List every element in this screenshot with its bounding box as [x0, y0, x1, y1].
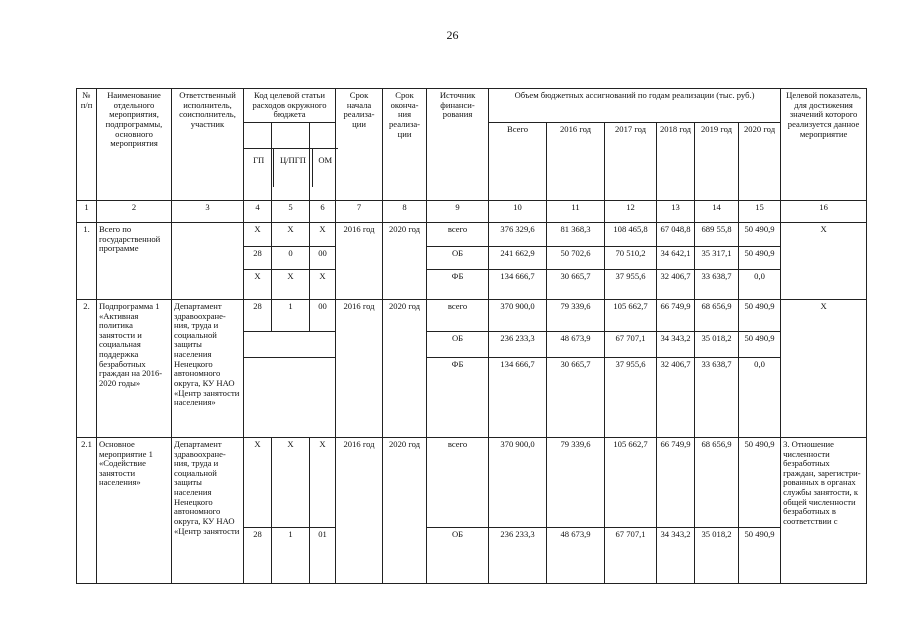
column-number: 13 — [657, 200, 695, 222]
header-row-1 — [77, 89, 867, 123]
value-2018: 67 048,8 — [657, 222, 695, 246]
value-2017: 67 707,1 — [605, 527, 657, 583]
column-number: 3 — [172, 200, 244, 222]
target-indicator: X — [781, 299, 867, 437]
value-2020: 50 490,9 — [739, 246, 781, 269]
value-2019: 68 656,9 — [695, 437, 739, 527]
column-number: 14 — [695, 200, 739, 222]
code-gp-header: ГП — [244, 149, 274, 187]
value-2020: 50 490,9 — [739, 437, 781, 527]
column-number: 9 — [427, 200, 489, 222]
funding-source: ОБ — [427, 527, 489, 583]
value-total: 134 666,7 — [489, 269, 547, 299]
table-row — [77, 299, 867, 331]
value-2019: 689 55,8 — [695, 222, 739, 246]
funding-source: всего — [427, 437, 489, 527]
budget-table — [76, 88, 867, 584]
value-2019: 35 317,1 — [695, 246, 739, 269]
column-number: 6 — [310, 200, 336, 222]
code-gp: 28 — [244, 299, 272, 331]
code-cpgp: X — [272, 437, 310, 527]
value-2020: 50 490,9 — [739, 527, 781, 583]
column-number: 7 — [336, 200, 383, 222]
value-2020: 50 490,9 — [739, 331, 781, 357]
value-2016: 79 339,6 — [547, 437, 605, 527]
column-number: 8 — [383, 200, 427, 222]
value-2020: 0,0 — [739, 357, 781, 437]
header-name: Наименование отдельного мероприятия, подпрограммы, основного мероприятия — [97, 89, 172, 201]
row-name: Подпрограмма 1 «Активная политика занятости и социальная поддержка безработных граждан на 2016-2020 годы» — [97, 299, 172, 437]
column-number: 16 — [781, 200, 867, 222]
header-num: № п/п — [77, 89, 97, 201]
row-executor: Департамент здравоохране-ния, труда и социальной защиты населения Ненецкого автономного округа, КУ НАО «Центр занятости — [172, 437, 244, 583]
header-source: Источник финанси-рования — [427, 89, 489, 201]
header-executor: Ответственный исполнитель, соисполнитель, участник — [172, 89, 244, 201]
value-2017: 37 955,6 — [605, 357, 657, 437]
code-cpgp: 1 — [272, 299, 310, 331]
value-total: 370 900,0 — [489, 299, 547, 331]
row-number: 1. — [77, 222, 97, 299]
row-number: 2.1 — [77, 437, 97, 583]
value-2017: 67 707,1 — [605, 331, 657, 357]
code-om: X — [310, 269, 336, 299]
header-code-group: Код целевой статьи расходов окружного бюджета — [244, 89, 336, 123]
target-indicator: X — [781, 222, 867, 299]
code-gp: 28 — [244, 527, 272, 583]
column-number: 11 — [547, 200, 605, 222]
start-year: 2016 год — [336, 299, 383, 437]
row-name: Всего по государственной программе — [97, 222, 172, 299]
value-total: 370 900,0 — [489, 437, 547, 527]
value-2020: 50 490,9 — [739, 299, 781, 331]
row-number: 2. — [77, 299, 97, 437]
funding-source: ОБ — [427, 246, 489, 269]
funding-source: всего — [427, 222, 489, 246]
code-cpgp-header: Ц/ПГП — [274, 149, 312, 187]
header-2016: 2016 год — [547, 122, 605, 200]
funding-source: ОБ — [427, 331, 489, 357]
column-number: 12 — [605, 200, 657, 222]
column-number: 4 — [244, 200, 272, 222]
code-gp: X — [244, 269, 272, 299]
code-cpgp: X — [272, 222, 310, 246]
header-target: Целевой показатель, для достижения значений которого реализуется данное мероприятие — [781, 89, 867, 201]
value-2017: 105 662,7 — [605, 299, 657, 331]
value-2018: 32 406,7 — [657, 269, 695, 299]
value-2019: 33 638,7 — [695, 269, 739, 299]
value-2017: 70 510,2 — [605, 246, 657, 269]
value-2018: 66 749,9 — [657, 299, 695, 331]
value-2018: 32 406,7 — [657, 357, 695, 437]
table-row — [77, 437, 867, 527]
value-total: 236 233,3 — [489, 331, 547, 357]
column-numbers-row — [77, 200, 867, 222]
value-2020: 0,0 — [739, 269, 781, 299]
value-total: 241 662,9 — [489, 246, 547, 269]
page-number: 26 — [446, 28, 459, 42]
value-total: 134 666,7 — [489, 357, 547, 437]
column-number: 5 — [272, 200, 310, 222]
value-2019: 33 638,7 — [695, 357, 739, 437]
funding-source: ФБ — [427, 269, 489, 299]
value-2016: 79 339,6 — [547, 299, 605, 331]
column-number: 15 — [739, 200, 781, 222]
value-2017: 105 662,7 — [605, 437, 657, 527]
value-2019: 68 656,9 — [695, 299, 739, 331]
code-cpgp: 0 — [272, 246, 310, 269]
code-gp: X — [244, 222, 272, 246]
value-total: 236 233,3 — [489, 527, 547, 583]
table-row — [77, 222, 867, 246]
code-om: X — [310, 437, 336, 527]
value-total: 376 329,6 — [489, 222, 547, 246]
value-2017: 37 955,6 — [605, 269, 657, 299]
start-year: 2016 год — [336, 437, 383, 583]
value-2019: 35 018,2 — [695, 331, 739, 357]
column-number: 10 — [489, 200, 547, 222]
code-om: X — [310, 222, 336, 246]
start-year: 2016 год — [336, 222, 383, 299]
code-om: 00 — [310, 246, 336, 269]
row-executor: Департамент здравоохране-ния, труда и социальной защиты населения Ненецкого автономного округа, КУ НАО «Центр занятости населения» — [172, 299, 244, 437]
code-gp: X — [244, 437, 272, 527]
row-executor — [172, 222, 244, 299]
value-2020: 50 490,9 — [739, 222, 781, 246]
value-2019: 35 018,2 — [695, 527, 739, 583]
header-start: Срок начала реализа-ции — [336, 89, 383, 201]
value-2016: 50 702,6 — [547, 246, 605, 269]
value-2016: 81 368,3 — [547, 222, 605, 246]
code-om: 01 — [310, 527, 336, 583]
value-2016: 48 673,9 — [547, 527, 605, 583]
end-year: 2020 год — [383, 437, 427, 583]
value-2018: 34 343,2 — [657, 331, 695, 357]
header-2020: 2020 год — [739, 122, 781, 200]
code-cpgp: 1 — [272, 527, 310, 583]
column-number: 1 — [77, 200, 97, 222]
header-2017: 2017 год — [605, 122, 657, 200]
code-gp: 28 — [244, 246, 272, 269]
code-cpgp: X — [272, 269, 310, 299]
row-name: Основное мероприятие 1 «Содействие занятости населения» — [97, 437, 172, 583]
header-end: Срок оконча-ния реализа-ции — [383, 89, 427, 201]
end-year: 2020 год — [383, 222, 427, 299]
header-2019: 2019 год — [695, 122, 739, 200]
header-volume-group: Объем бюджетных ассигнований по годам реализации (тыс. руб.) — [489, 89, 781, 123]
value-2017: 108 465,8 — [605, 222, 657, 246]
value-2018: 66 749,9 — [657, 437, 695, 527]
code-om: 00 — [310, 299, 336, 331]
code-subheaders — [244, 148, 338, 187]
value-2016: 30 665,7 — [547, 269, 605, 299]
end-year: 2020 год — [383, 299, 427, 437]
funding-source: ФБ — [427, 357, 489, 437]
code-om-header: ОМ — [318, 155, 333, 165]
funding-source: всего — [427, 299, 489, 331]
value-2018: 34 343,2 — [657, 527, 695, 583]
value-2016: 48 673,9 — [547, 331, 605, 357]
header-total: Всего — [489, 122, 547, 200]
header-2018: 2018 год — [657, 122, 695, 200]
target-indicator: 3. Отношение численности безработных граждан, зарегистри-рованных в органах службы занятости, к общей численности безработных в соответствии с — [781, 437, 867, 583]
value-2018: 34 642,1 — [657, 246, 695, 269]
column-number: 2 — [97, 200, 172, 222]
value-2016: 30 665,7 — [547, 357, 605, 437]
